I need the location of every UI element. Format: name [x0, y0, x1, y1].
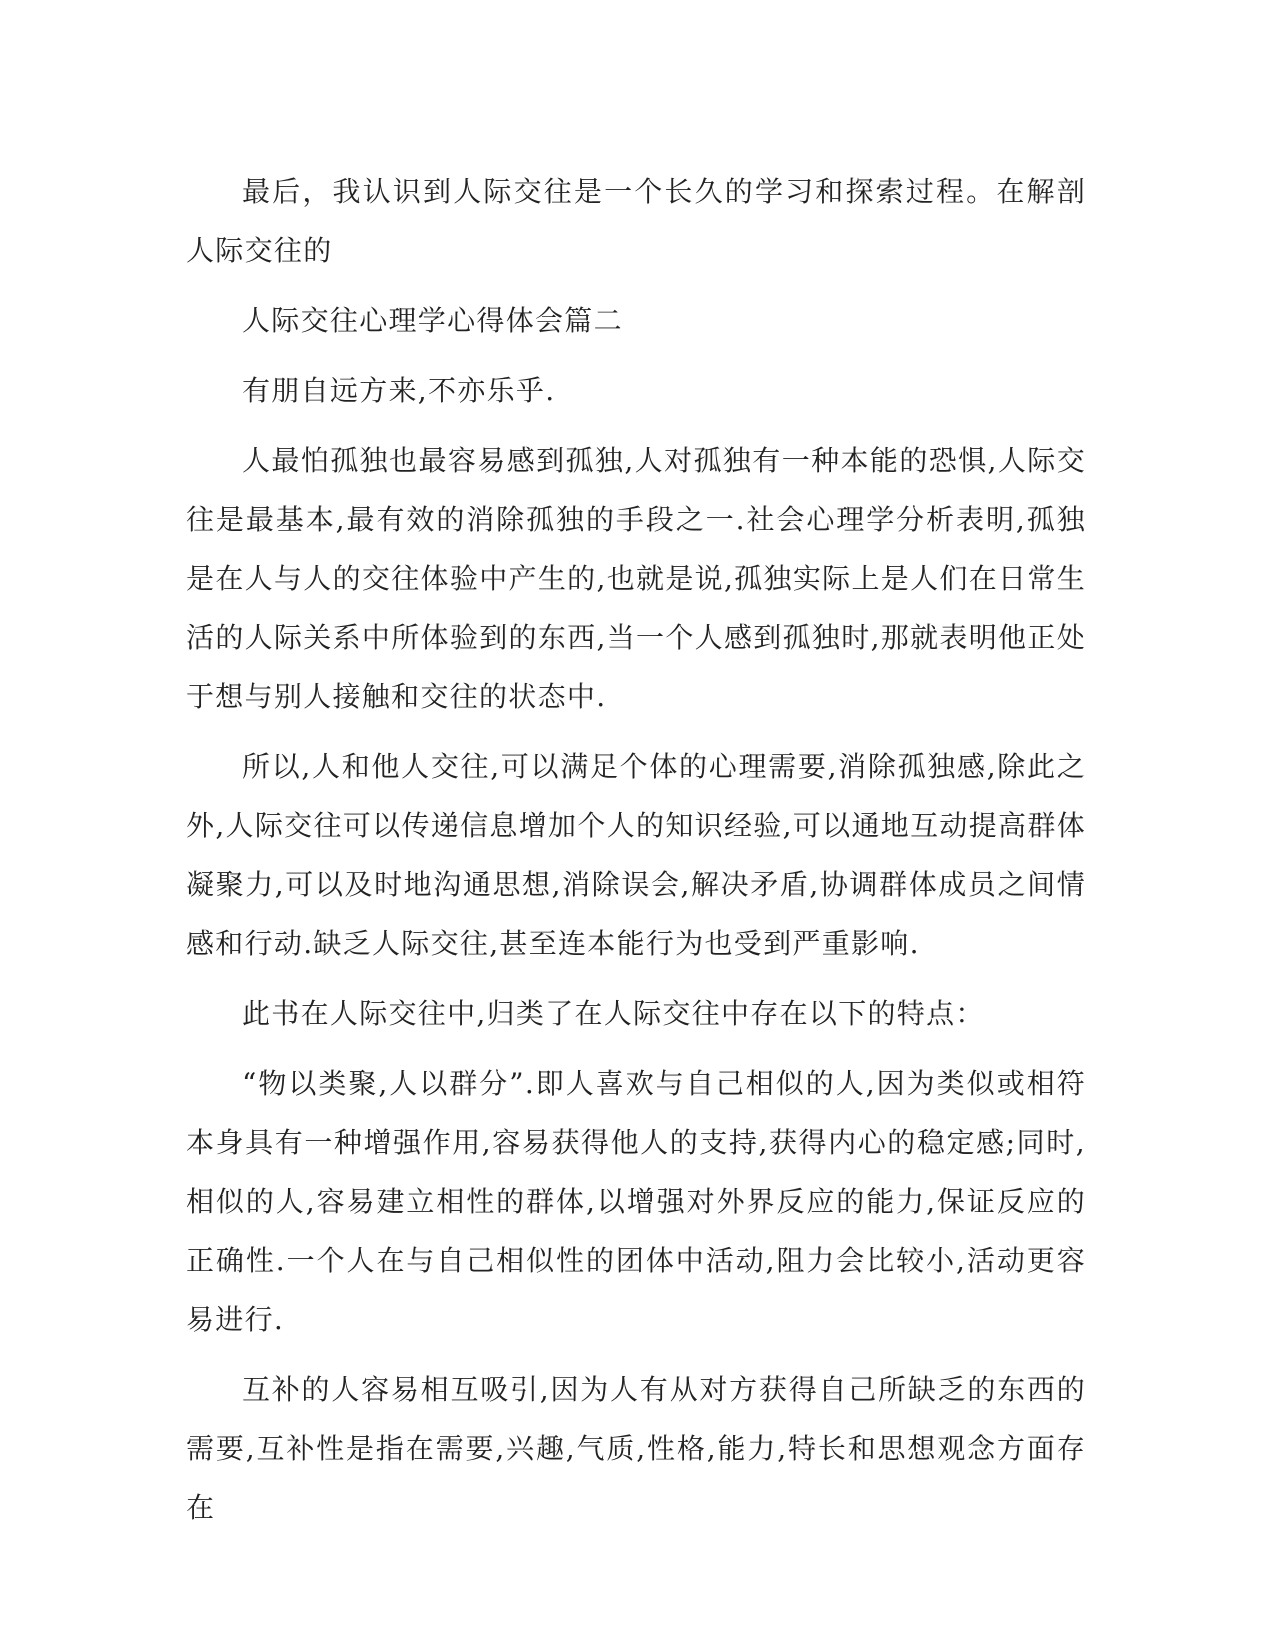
- paragraph-similarity: “物以类聚,人以群分”.即人喜欢与自己相似的人,因为类似或相符本身具有一种增强作用,容易获得他人的支持,获得内心的稳定感;同时,相似的人,容易建立相性的群体,以增强对外界反应的能力,保证反应的正确性.一个人在与自己相似性的团体中活动,阻力会比较小,活动更容易进行.: [186, 1067, 1086, 1336]
- paragraph-functions: 所以,人和他人交往,可以满足个体的心理需要,消除孤独感,除此之外,人际交往可以传递信息增加个人的知识经验,可以通地互动提高群体凝聚力,可以及时地沟通思想,消除误会,解决矛盾,协调群体成员之间情感和行动.缺乏人际交往,甚至连本能行为也受到严重影响.: [186, 750, 1086, 960]
- paragraph-quote: 有朋自远方来,不亦乐乎.: [242, 374, 556, 407]
- document-body: [186, 162, 1086, 1537]
- paragraph-conclusion: 最后，我认识到人际交往是一个长久的学习和探索过程。在解剖人际交往的: [186, 175, 1086, 267]
- section-heading: 人际交往心理学心得体会篇二: [242, 304, 623, 337]
- paragraph-complementarity: 互补的人容易相互吸引,因为人有从对方获得自己所缺乏的东西的需要,互补性是指在需要,兴趣,气质,性格,能力,特长和思想观念方面存在: [186, 1373, 1086, 1524]
- paragraph-characteristics-intro: 此书在人际交往中,归类了在人际交往中存在以下的特点：: [242, 997, 985, 1030]
- paragraph-loneliness: 人最怕孤独也最容易感到孤独,人对孤独有一种本能的恐惧,人际交往是最基本,最有效的消除孤独的手段之一.社会心理学分析表明,孤独是在人与人的交往体验中产生的,也就是说,孤独实际上是人们在日常生活的人际关系中所体验到的东西,当一个人感到孤独时,那就表明他正处于想与别人接触和交往的状态中.: [186, 444, 1086, 713]
